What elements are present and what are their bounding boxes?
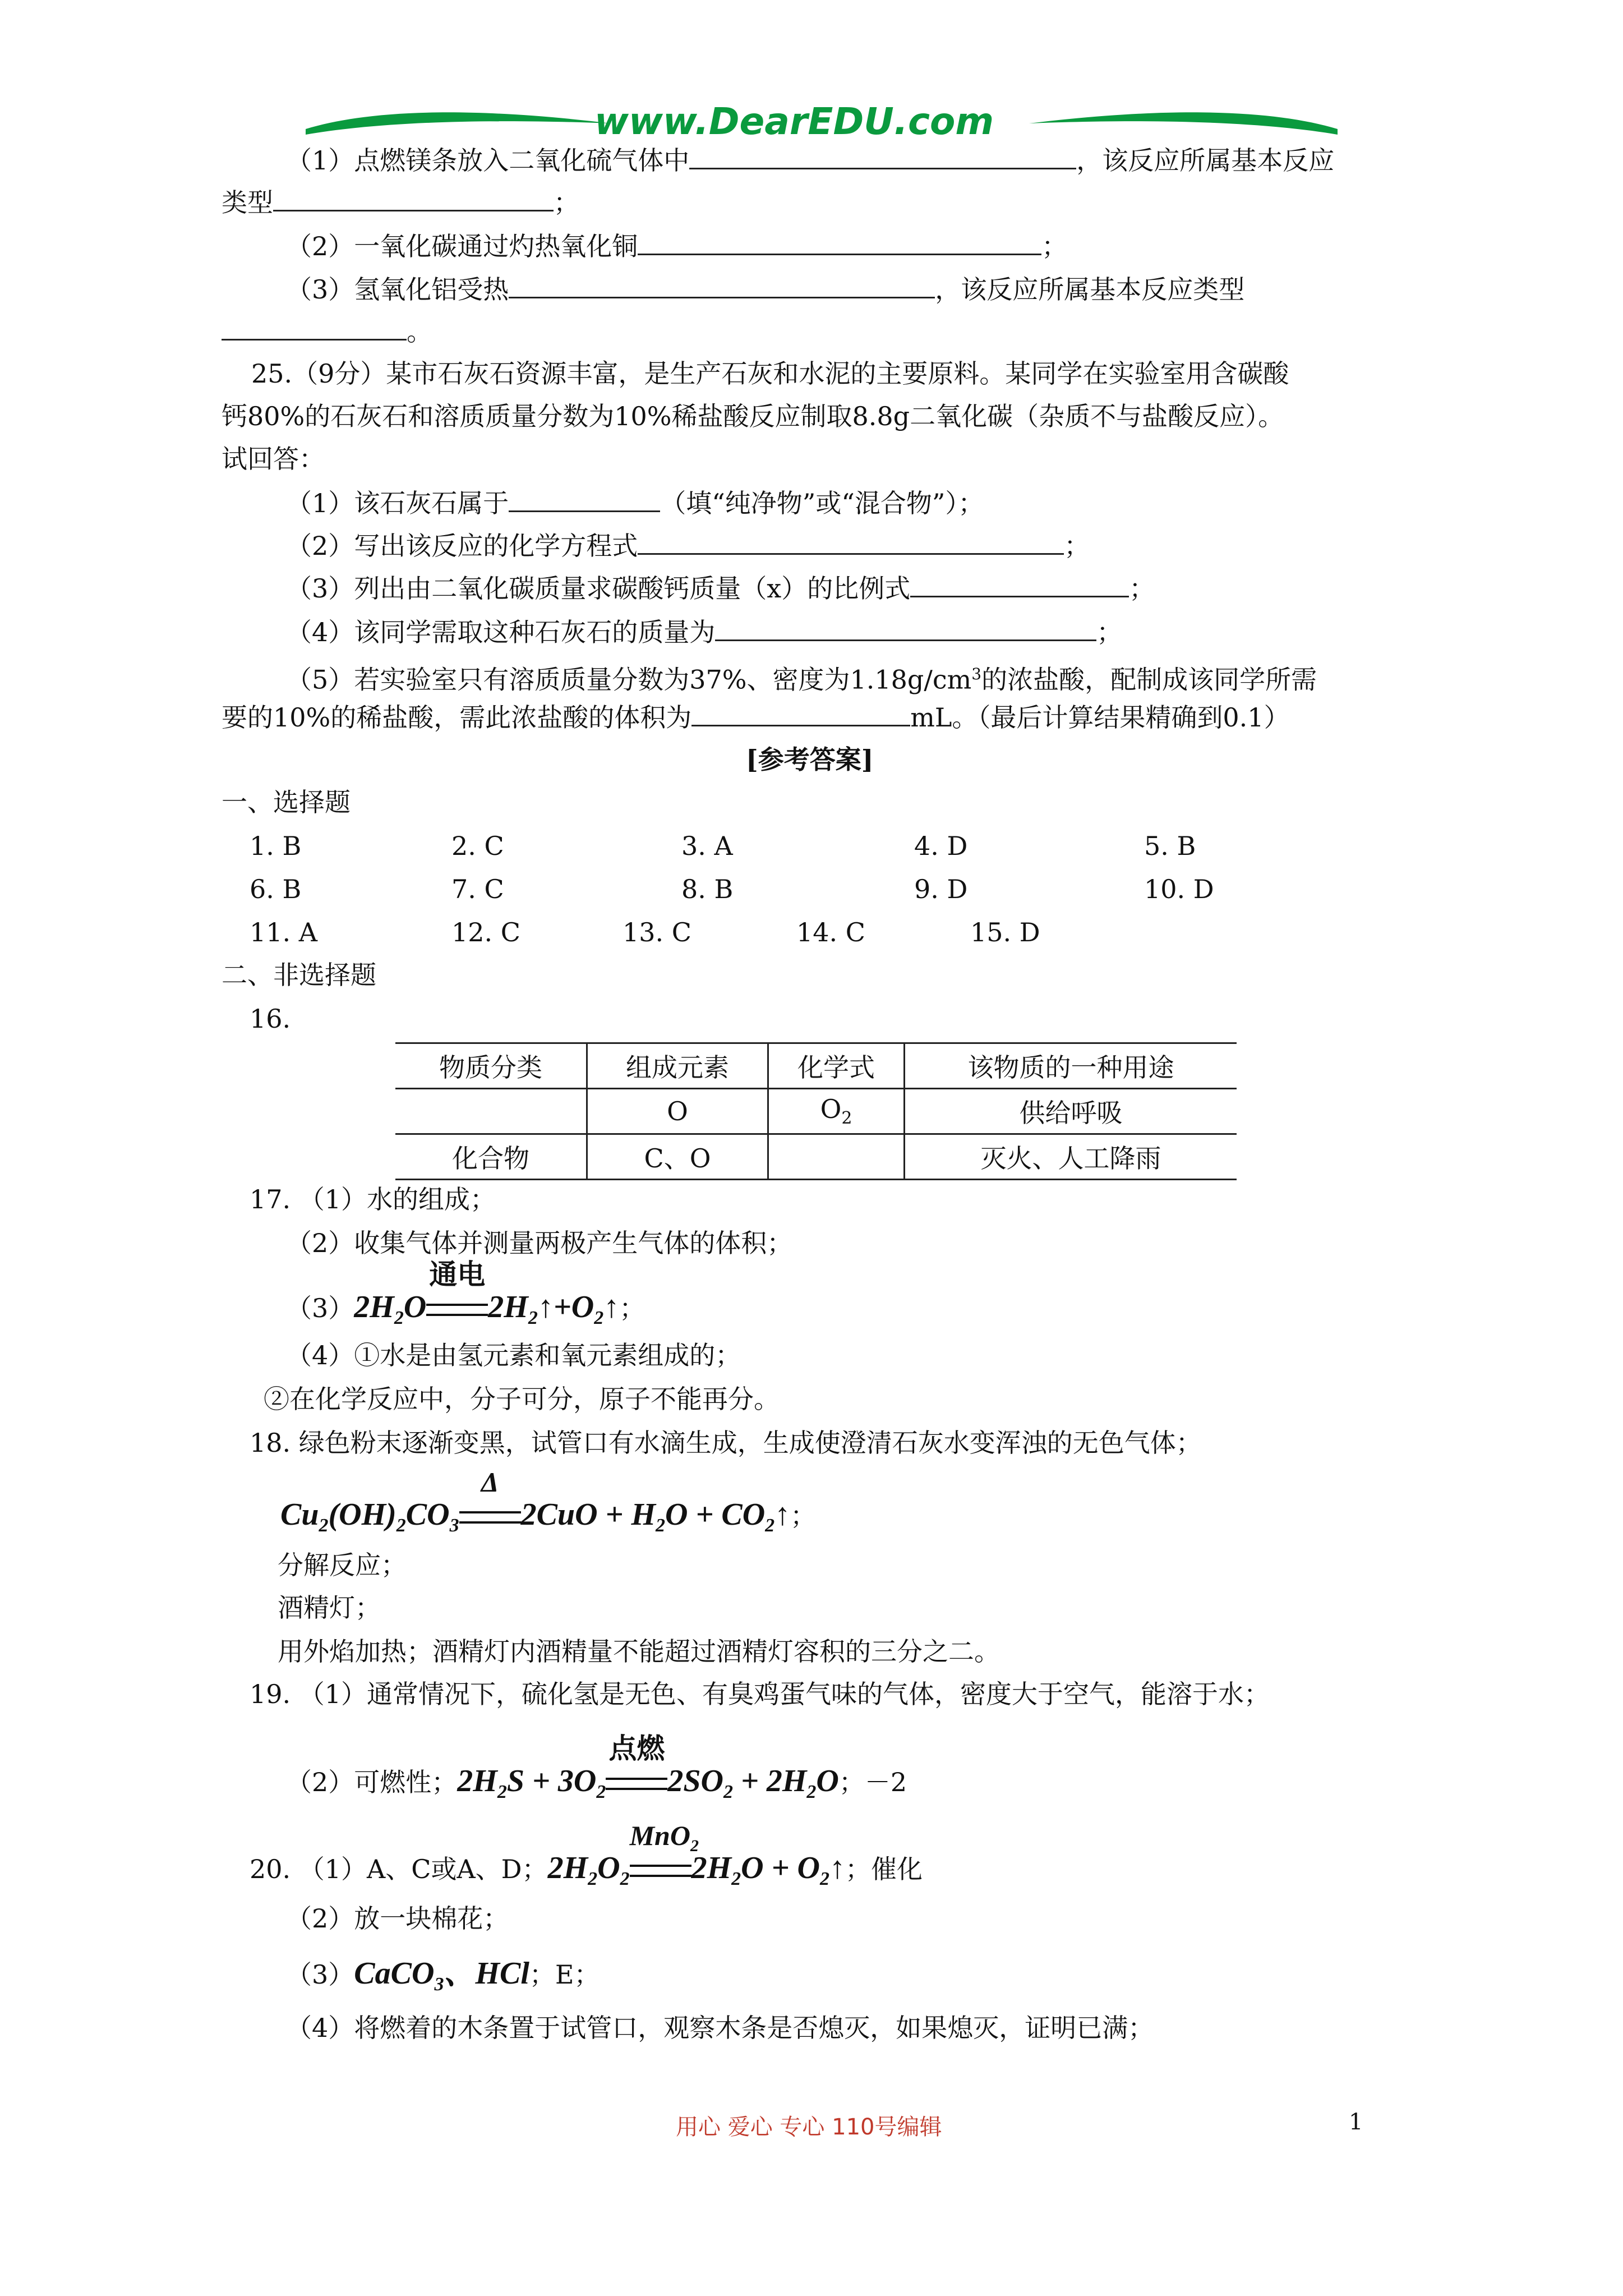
q25-part2 xyxy=(286,528,1090,563)
superscript: 3 xyxy=(971,665,982,683)
q25-line3: 试回答： xyxy=(222,444,325,474)
table-header: 组成元素 xyxy=(587,1043,768,1089)
answer-blank[interactable] xyxy=(638,528,1064,555)
condition-text: 通电 xyxy=(429,1258,486,1291)
chemical-formulas: CaCO$_3$、HCl xyxy=(354,1956,529,1995)
table-row xyxy=(395,1043,1237,1089)
equation-combustion: $2H_2S + 3O_2$ 点燃 $2SO_2 + 2H_2O$ xyxy=(457,1732,839,1803)
q25-part3 xyxy=(286,571,1155,605)
q25-part4 xyxy=(286,615,1122,649)
text: ； xyxy=(1064,531,1090,561)
q17-line1: 17. （1）水的组成； xyxy=(250,1184,496,1214)
header-swoosh-left xyxy=(303,107,617,140)
text: 20. （1）A、C或A、D； xyxy=(250,1854,548,1884)
choice-answer: 3. A xyxy=(681,831,733,861)
q24-line1 xyxy=(286,143,1334,177)
q18-line1: 18. 绿色粉末逐渐变黑，试管口有水滴生成，生成使澄清石灰水变浑浊的无色气体； xyxy=(250,1428,1202,1458)
answer-blank[interactable] xyxy=(910,571,1129,597)
table-cell xyxy=(768,1134,905,1180)
table-cell: C、O xyxy=(587,1134,768,1180)
answer-blank[interactable] xyxy=(509,486,660,512)
site-logo: www.DearEDU.com xyxy=(594,100,994,143)
section-nonchoice: 二、非选择题 xyxy=(222,960,376,990)
q19-line2 xyxy=(286,1732,907,1809)
table-cell: 灭火、人工降雨 xyxy=(905,1134,1237,1180)
page-number: 1 xyxy=(1349,2109,1363,2135)
text: （3）氢氧化铝受热 xyxy=(286,274,509,305)
section-choice: 一、选择题 xyxy=(222,787,351,817)
equation-decomposition: $Cu_2(OH)_2CO_3$ Δ $2CuO + H_2O$ + $CO_2↑$ xyxy=(280,1466,791,1536)
q24-line2 xyxy=(222,185,579,219)
q25-part1 xyxy=(286,486,984,520)
text: （1）该石灰石属于 xyxy=(286,488,509,518)
text: ，该反应所属基本反应 xyxy=(1076,145,1335,176)
answer-blank[interactable] xyxy=(273,185,554,211)
text: ； xyxy=(619,1293,645,1323)
footer-text: 用心 爱心 专心 110号编辑 xyxy=(676,2114,942,2140)
text: （2）写出该反应的化学方程式 xyxy=(286,531,638,561)
text: （5）若实验室只有溶质质量分数为37%、密度为1.18g/cm xyxy=(286,664,972,695)
text: ； xyxy=(1041,231,1068,261)
equation-catalysis: $2H_2O_2$ MnO$_2$ $2H_2O$ + $O_2↑$ xyxy=(547,1820,845,1890)
q24-line5 xyxy=(222,314,432,348)
answer-blank[interactable] xyxy=(222,314,407,341)
q17-line3 xyxy=(286,1258,645,1335)
text: ；－2 xyxy=(838,1767,907,1797)
reaction-condition xyxy=(606,1732,667,1798)
text: （2）一氧化碳通过灼热氧化铜 xyxy=(286,231,638,261)
q25-line2: 钙80%的石灰石和溶质质量分数为10%稀盐酸反应制取8.8g二氧化碳（杂质不与盐酸反应）。 xyxy=(222,401,1284,431)
text: ； xyxy=(554,187,579,218)
choice-answer: 12. C xyxy=(451,917,520,947)
q25-part6 xyxy=(222,700,1290,734)
condition-text: MnO$_2$ xyxy=(629,1820,699,1855)
q25-line1: 25.（9分）某市石灰石资源丰富，是生产石灰和水泥的主要原料。某同学在实验室用含碳酸 xyxy=(251,358,1289,389)
text: ，该反应所属基本反应类型 xyxy=(935,274,1245,305)
answer-blank[interactable] xyxy=(638,229,1041,255)
choice-answer: 10. D xyxy=(1144,874,1214,904)
choice-answer: 6. B xyxy=(250,874,302,904)
text: 。 xyxy=(407,316,432,347)
text: （3） xyxy=(286,1959,354,1990)
text: 要的10%的稀盐酸，需此浓盐酸的体积为 xyxy=(222,702,692,733)
text: ； xyxy=(1129,573,1155,604)
table-cell: 化合物 xyxy=(395,1134,587,1180)
choice-answer: 1. B xyxy=(250,831,302,861)
reaction-condition xyxy=(629,1820,699,1885)
choice-answer: 14. C xyxy=(796,917,865,947)
table-cell: 供给呼吸 xyxy=(905,1089,1237,1134)
text: 的浓盐酸，配制成该同学所需 xyxy=(981,664,1317,695)
text: mL。（最后计算结果精确到0.1） xyxy=(910,702,1290,733)
choice-answer: 13. C xyxy=(623,917,691,947)
q25-part5 xyxy=(286,657,1317,696)
q18-line5: 用外焰加热；酒精灯内酒精量不能超过酒精灯容积的三分之二。 xyxy=(278,1636,1000,1667)
table-row xyxy=(395,1134,1237,1180)
answers-title: [参考答案] xyxy=(746,744,874,775)
choice-answer: 9. D xyxy=(914,874,968,904)
text: ； xyxy=(790,1501,817,1531)
text: （4）该同学需取这种石灰石的质量为 xyxy=(286,617,716,647)
text: ； xyxy=(1096,617,1123,647)
table-cell xyxy=(395,1089,587,1134)
q24-line3 xyxy=(286,229,1067,263)
q17-line4: （4）①水是由氢元素和氧元素组成的； xyxy=(286,1340,741,1370)
q18-equation xyxy=(280,1466,817,1543)
text: （3）列出由二氧化碳质量求碳酸钙质量（x）的比例式 xyxy=(286,573,911,604)
q19-line1: 19. （1）通常情况下，硫化氢是无色、有臭鸡蛋气味的气体，密度大于空气，能溶于水； xyxy=(250,1679,1270,1709)
q24-line4 xyxy=(286,272,1244,306)
table-cell: $O_2$ xyxy=(768,1089,905,1134)
q16-label: 16. xyxy=(250,1004,291,1034)
reaction-condition xyxy=(426,1258,488,1324)
answer-blank[interactable] xyxy=(509,272,935,298)
text: （2）可燃性； xyxy=(286,1767,458,1797)
q18-line4: 酒精灯； xyxy=(278,1593,381,1623)
choice-answer: 15. D xyxy=(970,917,1040,947)
text: ；催化 xyxy=(845,1854,923,1884)
choice-answer: 8. B xyxy=(681,874,734,904)
reaction-condition xyxy=(459,1466,521,1531)
answer-blank[interactable] xyxy=(715,615,1096,641)
table-header: 该物质的一种用途 xyxy=(905,1043,1237,1089)
choice-answer: 5. B xyxy=(1144,831,1196,861)
condition-text: Δ xyxy=(481,1466,499,1498)
answer-blank[interactable] xyxy=(691,700,910,726)
condition-text: 点燃 xyxy=(608,1732,665,1765)
text: 类型 xyxy=(222,187,273,218)
table-header: 化学式 xyxy=(768,1043,905,1089)
header-swoosh-right xyxy=(1026,107,1340,140)
q17-line5: ②在化学反应中，分子可分，原子不能再分。 xyxy=(264,1384,780,1414)
text: ；E； xyxy=(529,1959,600,1990)
table-row xyxy=(395,1089,1237,1134)
choice-answer: 7. C xyxy=(451,874,504,904)
answer-blank[interactable] xyxy=(689,143,1076,169)
choice-answer: 11. A xyxy=(250,917,317,947)
table-16 xyxy=(395,1042,1237,1180)
q20-line3 xyxy=(286,1957,600,2001)
text: （1）点燃镁条放入二氧化硫气体中 xyxy=(286,145,690,176)
q17-line2: （2）收集气体并测量两极产生气体的体积； xyxy=(286,1228,793,1258)
q20-line2: （2）放一块棉花； xyxy=(286,1903,509,1934)
table-cell: O xyxy=(587,1089,768,1134)
choice-answer: 2. C xyxy=(451,831,504,861)
equation-electrolysis: $2H_2O$ 通电 $2H_2↑+O_2↑$ xyxy=(354,1258,620,1329)
q18-line3: 分解反应； xyxy=(278,1550,407,1580)
choice-answer: 4. D xyxy=(914,831,968,861)
q20-line4: （4）将燃着的木条置于试管口，观察木条是否熄灭，如果熄灭，证明已满； xyxy=(286,2013,1154,2043)
q20-line1 xyxy=(250,1820,923,1896)
table-header: 物质分类 xyxy=(395,1043,587,1089)
text: （3） xyxy=(286,1293,354,1323)
text: （填“纯净物”或“混合物”）； xyxy=(660,488,984,518)
